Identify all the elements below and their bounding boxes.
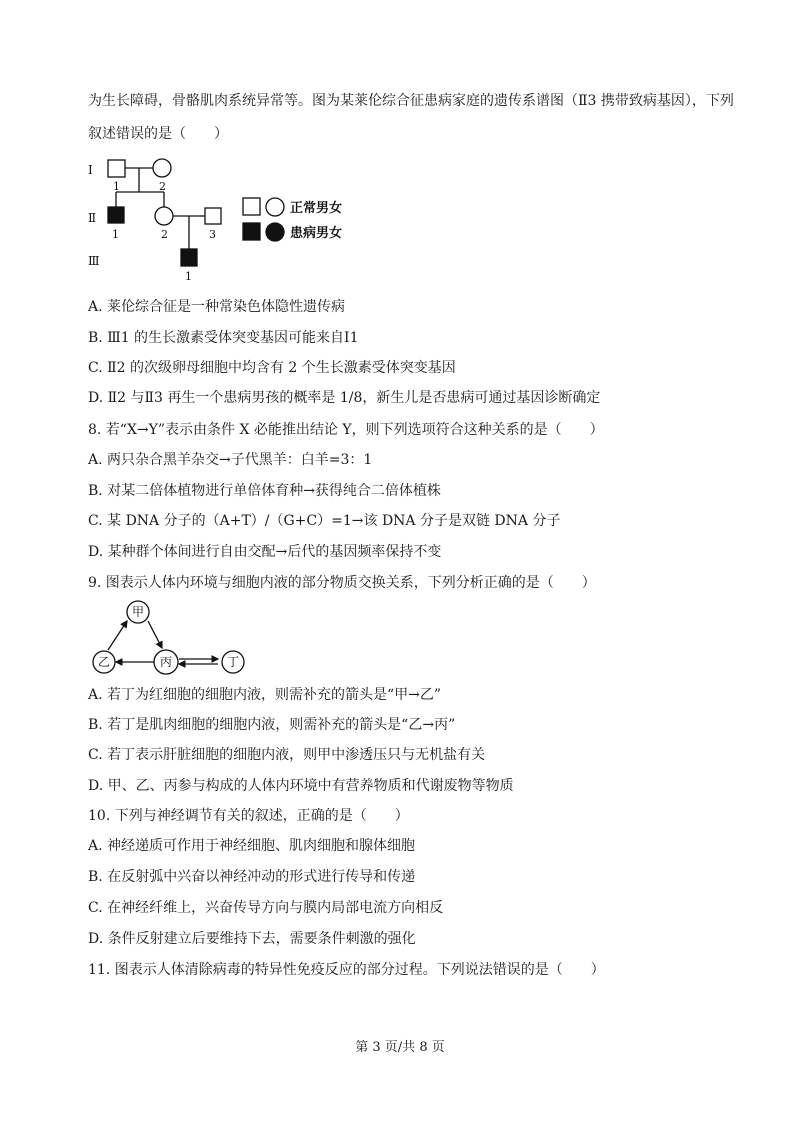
individual-II2-normal-female — [155, 207, 173, 225]
gen-label-3: Ⅲ — [88, 254, 100, 268]
q8-option-a: A. 两只杂合黑羊杂交→子代黑羊：白羊=3：1 — [88, 452, 373, 468]
q7-option-c: C. Ⅱ2 的次级卵母细胞中均含有 2 个生长激素受体突变基因 — [88, 360, 456, 376]
node-bing-label: 丙 — [159, 655, 173, 669]
q10-option-a: A. 神经递质可作用于神经细胞、肌肉细胞和腺体细胞 — [88, 838, 416, 854]
q10-option-d: D. 条件反射建立后要维持下去，需要条件刺激的强化 — [88, 931, 416, 947]
intro-line-1: 为生长障碍，骨骼肌肉系统异常等。图为某莱伦综合征患病家庭的遗传系谱图（Ⅱ3 携带致病基因），下列 — [88, 93, 734, 109]
individual-III1-affected-male — [181, 249, 197, 266]
q8-option-b: B. 对某二倍体植物进行单倍体育种→获得纯合二倍体植株 — [88, 483, 441, 499]
q7-option-d: D. Ⅱ2 与Ⅱ3 再生一个患病男孩的概率是 1/8，新生儿是否患病可通过基因诊断确定 — [88, 390, 601, 406]
q9-option-d: D. 甲、乙、丙参与构成的人体内环境中有营养物质和代谢废物等物质 — [88, 778, 514, 794]
exchange-diagram — [86, 596, 256, 678]
legend-normal-male-icon — [243, 198, 260, 215]
ind-label-II3: 3 — [209, 228, 216, 241]
arrow-jia-to-bing — [148, 621, 162, 648]
q7-option-a: A. 莱伦综合征是一种常染色体隐性遗传病 — [88, 299, 346, 315]
node-ding-label: 丁 — [226, 655, 240, 669]
q10-option-b: B. 在反射弧中兴奋以神经冲动的形式进行传导和传递 — [88, 869, 416, 885]
q8-option-c: C. 某 DNA 分子的（A+T）/（G+C）=1→该 DNA 分子是双链 DNA 分子 — [88, 513, 561, 529]
individual-I1-normal-male — [108, 160, 125, 177]
legend-normal-female-icon — [266, 198, 284, 216]
q9-option-a: A. 若丁为红细胞的细胞内液，则需补充的箭头是“甲→乙” — [88, 687, 442, 703]
ind-label-III1: 1 — [185, 270, 192, 283]
arrow-yi-to-jia — [108, 621, 127, 650]
q8-stem: 8. 若“X→Y”表示由条件 X 必能推出结论 Y，则下列选项符合这种关系的是（ ） — [88, 422, 604, 438]
q7-option-b: B. Ⅲ1 的生长激素受体突变基因可能来自Ⅰ1 — [88, 330, 359, 346]
legend-affected-female-icon — [266, 223, 284, 241]
q10-option-c: C. 在神经纤维上，兴奋传导方向与膜内局部电流方向相反 — [88, 900, 444, 916]
node-yi-label: 乙 — [97, 655, 111, 669]
q11-stem: 11. 图表示人体清除病毒的特异性免疫反应的部分过程。下列说法错误的是（ ） — [88, 962, 605, 978]
ind-label-I1: 1 — [113, 180, 120, 193]
node-jia-label: 甲 — [131, 605, 145, 619]
page-footer: 第 3 页/共 8 页 — [355, 1040, 445, 1055]
gen-label-1: Ⅰ — [88, 163, 93, 177]
legend-normal-label: 正常男女 — [290, 201, 343, 216]
legend-affected-male-icon — [243, 223, 260, 240]
q8-option-d: D. 某种群个体间进行自由交配→后代的基因频率保持不变 — [88, 544, 442, 560]
individual-I2-normal-female — [153, 159, 171, 177]
individual-II1-affected-male — [108, 207, 124, 223]
gen-label-2: Ⅱ — [88, 211, 97, 225]
q9-option-b: B. 若丁是肌肉细胞的细胞内液，则需补充的箭头是“乙→丙” — [88, 717, 456, 733]
intro-line-2: 叙述错误的是（ ） — [88, 126, 228, 142]
ind-label-II1: 1 — [112, 228, 119, 241]
pedigree-chart — [84, 146, 374, 286]
q9-option-c: C. 若丁表示肝脏细胞的细胞内液，则甲中渗透压只与无机盐有关 — [88, 747, 486, 763]
q10-stem: 10. 下列与神经调节有关的叙述，正确的是（ ） — [88, 808, 409, 824]
ind-label-II2: 2 — [161, 228, 168, 241]
ind-label-I2: 2 — [159, 180, 166, 193]
individual-II3-normal-male — [205, 208, 221, 224]
q9-stem: 9. 图表示人体内环境与细胞内液的部分物质交换关系，下列分析正确的是（ ） — [88, 575, 596, 591]
legend-affected-label: 患病男女 — [290, 226, 343, 241]
